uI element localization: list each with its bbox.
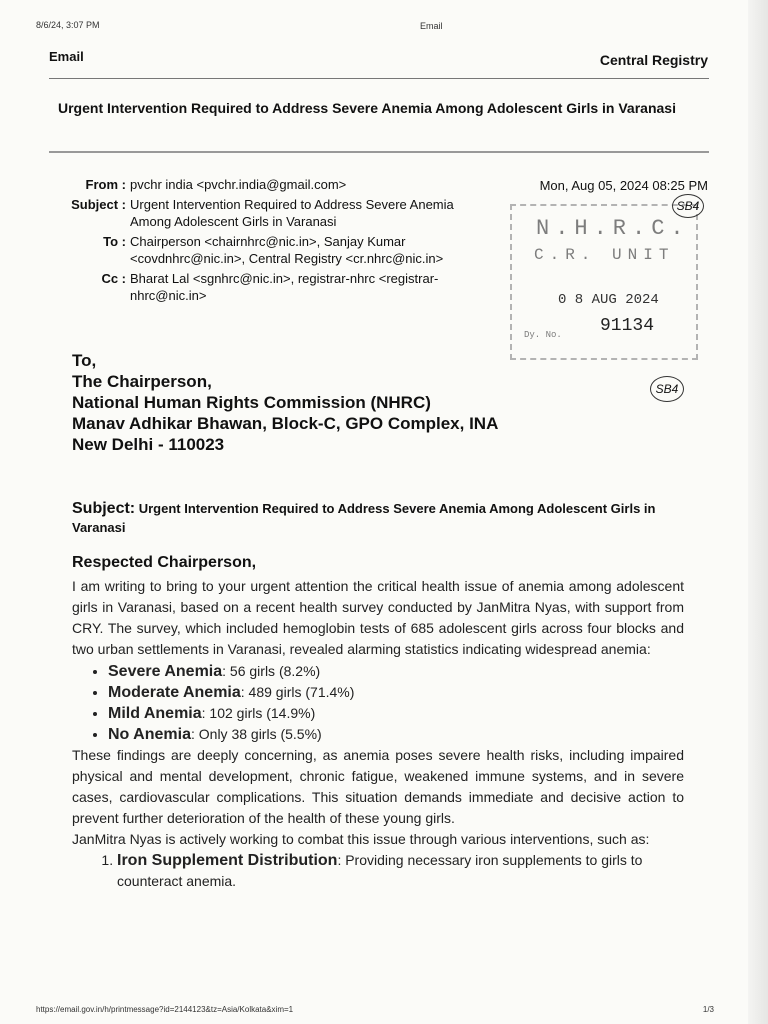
stamp-line2: C.R. UNIT bbox=[534, 246, 675, 264]
address-line: Manav Adhikar Bhawan, Block-C, GPO Complex, INA bbox=[72, 414, 499, 433]
paragraph: I am writing to bring to your urgent attention the critical health issue of anemia among adolescent girls in Varanasi, based on a recent health survey conducted by JanMitra Nyas, with support from CRY. The survey, which included hemoglobin tests of 685 adolescent girls across four blocks and two urban settlements in Varanasi, revealed alarming statistics indicating widespread anemia: bbox=[72, 578, 684, 657]
address-line: To, bbox=[72, 351, 97, 370]
stat-text: : Only 38 girls (5.5%) bbox=[190, 726, 322, 742]
email-subject-heading: Urgent Intervention Required to Address Severe Anemia Among Adolescent Girls in Varanasi bbox=[58, 100, 676, 116]
from-row bbox=[40, 176, 460, 193]
interventions-list bbox=[72, 850, 684, 892]
list-item bbox=[108, 661, 684, 682]
scan-edge bbox=[748, 0, 768, 1024]
list-item bbox=[108, 703, 684, 724]
letter-subject-label: Subject: bbox=[72, 500, 136, 517]
intervention-label: Iron Supplement Distribution bbox=[117, 852, 338, 869]
address-line: The Chairperson, bbox=[72, 372, 212, 391]
list-item bbox=[117, 850, 684, 892]
address-line: New Delhi - 110023 bbox=[72, 435, 225, 454]
from-label: From : bbox=[85, 177, 126, 192]
stamp-line1: N.H.R.C. bbox=[536, 216, 690, 241]
cc-label: Cc : bbox=[101, 271, 126, 286]
stat-label: Severe Anemia bbox=[108, 663, 223, 680]
print-datetime: 8/6/24, 3:07 PM bbox=[36, 20, 100, 30]
page-number: 1/3 bbox=[702, 1005, 714, 1014]
print-title: Email bbox=[420, 21, 443, 31]
address-line: National Human Rights Commission (NHRC) bbox=[72, 393, 431, 412]
from-value: pvchr india <pvchr.india@gmail.com> bbox=[130, 177, 347, 192]
letter-subject bbox=[72, 499, 688, 537]
to-label: To : bbox=[103, 234, 126, 249]
stat-label: Mild Anemia bbox=[108, 705, 202, 722]
stat-label: Moderate Anemia bbox=[108, 684, 241, 701]
paragraph: JanMitra Nyas is actively working to combat this issue through various interventions, such as: bbox=[72, 831, 650, 847]
salutation: Respected Chairperson, bbox=[72, 554, 257, 571]
stats-list bbox=[72, 661, 684, 745]
subject-label: Subject : bbox=[71, 197, 126, 212]
intervention-text: : Providing necessary iron supplements to girls to counteract anemia. bbox=[117, 852, 643, 889]
footer-url: https://email.gov.in/h/printmessage?id=2144123&tz=Asia/Kolkata&xim=1 bbox=[36, 1005, 294, 1014]
stamp-label: Dy. No. bbox=[524, 330, 562, 340]
to-row bbox=[40, 233, 460, 267]
subject-value: Urgent Intervention Required to Address Severe Anemia Among Adolescent Girls in Varanasi bbox=[130, 197, 454, 229]
brand-label: Email bbox=[49, 49, 84, 64]
list-item bbox=[108, 682, 684, 703]
stat-text: : 489 girls (71.4%) bbox=[240, 684, 355, 700]
cc-value: Bharat Lal <sgnhrc@nic.in>, registrar-nhrc <registrar-nhrc@nic.in> bbox=[130, 271, 439, 303]
letter-subject-text: Urgent Intervention Required to Address Severe Anemia Among Adolescent Girls in Varanasi bbox=[72, 501, 656, 535]
receipt-stamp bbox=[510, 204, 698, 360]
subject-row bbox=[40, 196, 460, 230]
letter-body bbox=[72, 576, 684, 892]
divider bbox=[49, 151, 709, 153]
recipient-address bbox=[72, 350, 498, 455]
stat-text: : 102 girls (14.9%) bbox=[201, 705, 316, 721]
cc-row bbox=[40, 270, 460, 304]
handwritten-mark: SB4 bbox=[650, 376, 684, 402]
stat-label: No Anemia bbox=[108, 726, 191, 743]
stamp-date: 0 8 AUG 2024 bbox=[558, 292, 659, 308]
stat-text: : 56 girls (8.2%) bbox=[222, 663, 321, 679]
list-item bbox=[108, 724, 684, 745]
paragraph: These findings are deeply concerning, as anemia poses severe health risks, including impaired physical and mental development, chronic fatigue, weakened immune systems, and in severe cases, cardiovascular complications. This situation demands immediate and decisive action to prevent further deterioration of the health of these young girls. bbox=[72, 747, 684, 826]
email-date: Mon, Aug 05, 2024 08:25 PM bbox=[539, 178, 708, 193]
divider bbox=[49, 78, 709, 79]
email-header bbox=[40, 176, 460, 307]
mailbox-name: Central Registry bbox=[599, 52, 708, 68]
to-value: Chairperson <chairnhrc@nic.in>, Sanjay Kumar <covdnhrc@nic.in>, Central Registry <cr.nhrc@nic.in> bbox=[130, 234, 444, 266]
stamp-number: 91134 bbox=[600, 316, 655, 336]
handwritten-mark: SB4 bbox=[672, 194, 704, 218]
